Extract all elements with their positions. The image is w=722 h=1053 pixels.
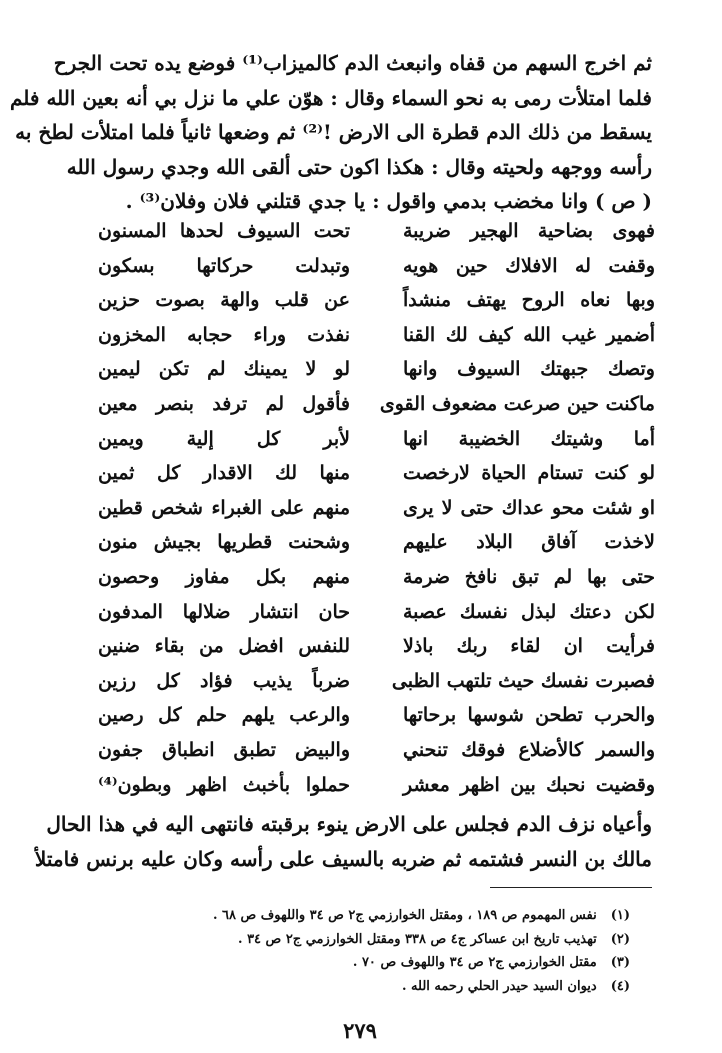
footnote-number: (٢) [610, 931, 630, 947]
verse-first-hemistich: وقفت له الافلاك حين هويه [403, 254, 655, 277]
footnote-text: مقتل الخوارزمي ج٢ ص ٣٤ واللهوف ص ٧٠ . [352, 955, 597, 970]
verse-second-hemistich: لو لا يمينك لم تكن ليمين [98, 358, 350, 381]
verse-second-hemistich: تحت السيوف لحدها المسنون [98, 220, 350, 242]
footnote-number: (٤) [610, 978, 630, 994]
footnote-text: نفس المهموم ص ١٨٩ ، ومقتل الخوارزمي ج٢ ص ٣٤ واللهوف ص ٦٨ . [212, 908, 597, 923]
verse-second-hemistich: وشحنت قطريها بجيش منون [98, 531, 350, 554]
poem-verse [60, 289, 660, 324]
verse-second-hemistich: نفذت وراء حجابه المخزون [98, 323, 350, 346]
verse-first-hemistich: أضمير غيب الله كيف لك القنا [403, 323, 655, 346]
footnote-number: (١) [610, 908, 630, 923]
verse-second-hemistich: منها لك الاقدار كل ثمين [98, 462, 350, 485]
verse-first-hemistich: حتى بها لم تبق نافخ ضرمة [403, 565, 655, 588]
verse-first-hemistich: فهوى بضاحية الهجير ضريبة [403, 220, 655, 242]
footnotes [150, 904, 630, 998]
verse-second-hemistich: والبيض تطبق انطباق جفون [98, 738, 350, 761]
verse-first-hemistich: لكن دعتك لبذل نفسك عصبة [403, 600, 655, 623]
verse-first-hemistich: فرأيت ان لقاء ربك باذلا [403, 635, 655, 658]
outro-line: وأعياه نزف الدم فجلس على الارض ينوء برقبته فانتهى اليه في هذا الحال [46, 812, 652, 836]
verse-first-hemistich: لاخذت آفاق البلاد عليهم [403, 531, 655, 554]
verse-first-hemistich: ماكنت حين صرعت مضعوف القوى [379, 392, 655, 415]
poem-verse [60, 531, 660, 566]
intro-line: ( ص ) وانا مخضب بدمي واقول : يا جدي قتلني فلان وفلان⁽³⁾ . [125, 189, 652, 213]
verse-second-hemistich: عن قلب والهة بصوت حزين [98, 289, 350, 312]
verse-second-hemistich: منهم على الغبراء شخص قطين [98, 496, 350, 519]
verse-first-hemistich: وقضيت نحبك بين اظهر معشر [403, 773, 655, 796]
verse-second-hemistich: فأقول لم ترفد بنصر معين [98, 392, 350, 415]
poem [60, 220, 660, 808]
page-number: ٢٧٩ [343, 1018, 377, 1043]
poem-verse [60, 462, 660, 497]
intro-line: يسقط من ذلك الدم قطرة الى الارض !⁽²⁾ ثم وضعها ثانياً فلما امتلأت لطخ به [15, 120, 652, 144]
verse-first-hemistich: لو كنت تستام الحياة لارخصت [403, 462, 655, 485]
poem-verse [60, 255, 660, 290]
poem-verse [60, 774, 660, 809]
poem-verse [60, 566, 660, 601]
verse-second-hemistich: حملوا بأخبث اظهر وبطون⁽⁴⁾ [98, 773, 350, 796]
verse-second-hemistich: ضرباً يذيب فؤاد كل رزين [98, 669, 350, 692]
footnote [150, 975, 630, 999]
verse-second-hemistich: لأبر كل إلية ويمين [98, 427, 350, 450]
verse-first-hemistich: أما وشيتك الخضيبة انها [403, 427, 655, 450]
verse-second-hemistich: منهم بكل مفاوز وحصون [98, 565, 350, 588]
verse-second-hemistich: حان انتشار ضلالها المدفون [98, 600, 350, 623]
verse-first-hemistich: او شئت محو عداك حتى لا يرى [403, 496, 655, 519]
verse-first-hemistich: وتصك جبهتك السيوف وانها [403, 358, 655, 381]
poem-verse [60, 428, 660, 463]
verse-second-hemistich: والرعب يلهم حلم كل رصين [98, 704, 350, 727]
poem-verse [60, 220, 660, 255]
footnote [150, 928, 630, 952]
poem-verse [60, 324, 660, 359]
intro-paragraph [9, 46, 652, 219]
poem-verse [60, 497, 660, 532]
poem-verse [60, 601, 660, 636]
poem-verse [60, 739, 660, 774]
poem-verse [60, 704, 660, 739]
poem-verse [60, 670, 660, 705]
verse-second-hemistich: للنفس افضل من بقاء ضنين [98, 635, 350, 658]
verse-second-hemistich: وتبدلت حركاتها بسكون [98, 254, 350, 277]
footnote-text: ديوان السيد حيدر الحلي رحمه الله . [402, 978, 597, 994]
footnote-number: (٣) [610, 955, 630, 970]
verse-first-hemistich: والسمر كالأضلاع فوقك تنحني [403, 738, 655, 761]
footnote-divider [490, 887, 652, 888]
verse-first-hemistich: فصبرت نفسك حيث تلتهب الظبى [391, 669, 655, 692]
intro-line: رأسه ووجهه ولحيته وقال : هكذا اكون حتى ألقى الله وجدي رسول الله [66, 154, 652, 179]
verse-first-hemistich: والحرب تطحن شوسها برحاتها [403, 704, 655, 727]
poem-verse [60, 358, 660, 393]
footnote-text: تهذيب تاريخ ابن عساكر ج٤ ص ٣٣٨ ومقتل الخوارزمي ج٢ ص ٣٤ . [238, 931, 597, 947]
poem-verse [60, 393, 660, 428]
outro-line: مالك بن النسر فشتمه ثم ضربه بالسيف على رأسه وكان عليه برنس فامتلأ [34, 846, 652, 871]
intro-line: ثم اخرج السهم من قفاه وانبعث الدم كالميزاب⁽¹⁾ فوضع يده تحت الجرح [53, 51, 652, 75]
footnote [150, 951, 630, 975]
verse-first-hemistich: وبها نعاه الروح يهتف منشداً [403, 289, 655, 312]
footnote [150, 904, 630, 928]
outro-paragraph [34, 807, 652, 876]
poem-verse [60, 635, 660, 670]
intro-line: فلما امتلأت رمى به نحو السماء وقال : هوّن علي ما نزل بي أنه بعين الله فلم [9, 85, 652, 110]
